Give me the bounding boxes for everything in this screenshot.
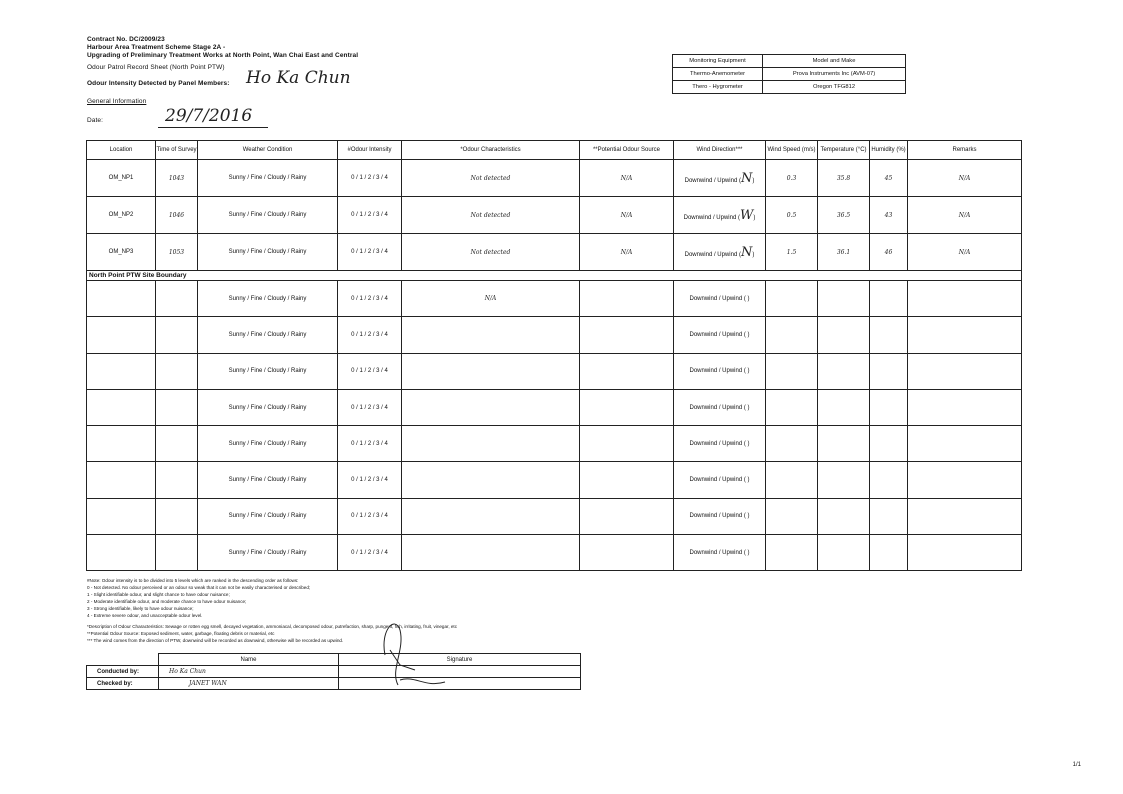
- weather-cell: Sunny / Fine / Cloudy / Rainy: [198, 498, 338, 534]
- wind-options: Downwind / Upwind (: [684, 177, 741, 184]
- humidity-cell: [870, 498, 908, 534]
- source-cell: [580, 535, 674, 571]
- wind-direction-cell: [674, 160, 766, 197]
- table-row: [87, 535, 1022, 571]
- wind-close: ): [747, 440, 750, 447]
- intensity-cell: 0 / 1 / 2 / 3 / 4: [338, 197, 402, 234]
- wind-close: ): [747, 477, 750, 484]
- wind-options: Downwind / Upwind (: [689, 368, 746, 375]
- location-cell: [87, 389, 156, 425]
- time-cell: [156, 426, 198, 462]
- temperature-cell: [818, 353, 870, 389]
- wind-close: ): [747, 404, 750, 411]
- conducted-by-name: Ho Ka Chun: [159, 666, 339, 678]
- sheet-title: Odour Patrol Record Sheet (North Point PTW): [87, 64, 225, 71]
- source-cell: [580, 317, 674, 353]
- wind-close: ): [747, 368, 750, 375]
- col-time: Time of Survey: [156, 141, 198, 160]
- panel-members-label: Odour Intensity Detected by Panel Members:: [87, 80, 230, 87]
- wind-close: ): [747, 513, 750, 520]
- note-line: #Note: Odour intensity is to be divided into 5 levels which are ranked in the descending order as follows:: [87, 578, 299, 583]
- col-location: Location: [87, 141, 156, 160]
- intensity-cell: 0 / 1 / 2 / 3 / 4: [338, 353, 402, 389]
- table-row: [87, 234, 1022, 271]
- wind-options: Downwind / Upwind (: [689, 513, 746, 520]
- contract-number: Contract No. DC/2009/23: [87, 36, 165, 43]
- weather-cell: Sunny / Fine / Cloudy / Rainy: [198, 535, 338, 571]
- signature-scribble-icon: [370, 610, 460, 695]
- source-cell: [580, 281, 674, 317]
- weather-cell: Sunny / Fine / Cloudy / Rainy: [198, 426, 338, 462]
- signoff-corner: [87, 654, 159, 666]
- panel-member-signature: Ho Ka Chun: [246, 68, 351, 88]
- remarks-cell: [908, 353, 1022, 389]
- wind-close: ): [752, 177, 755, 184]
- wind-direction-cell: [674, 426, 766, 462]
- humidity-cell: [870, 281, 908, 317]
- wind-direction-cell: [674, 389, 766, 425]
- col-humidity: Humidity (%): [870, 141, 908, 160]
- source-cell: N/A: [580, 160, 674, 197]
- table-row: [87, 389, 1022, 425]
- conducted-by-label: Conducted by:: [87, 666, 159, 678]
- time-cell: [156, 281, 198, 317]
- col-characteristics: *Odour Characteristics: [402, 141, 580, 160]
- remarks-cell: [908, 498, 1022, 534]
- equipment-table: [672, 54, 906, 94]
- table-row: [87, 317, 1022, 353]
- intensity-cell: 0 / 1 / 2 / 3 / 4: [338, 160, 402, 197]
- wind-speed-cell: 0.5: [766, 197, 818, 234]
- humidity-cell: 46: [870, 234, 908, 271]
- table-row: [87, 462, 1022, 498]
- source-cell: N/A: [580, 234, 674, 271]
- temperature-cell: [818, 462, 870, 498]
- weather-cell: Sunny / Fine / Cloudy / Rainy: [198, 160, 338, 197]
- remarks-cell: [908, 317, 1022, 353]
- note-line: *** The wind comes from the direction of PTW, downwind will be recorded as downwind, otherwise will be recorded as upwind.: [87, 638, 344, 643]
- weather-cell: Sunny / Fine / Cloudy / Rainy: [198, 281, 338, 317]
- characteristics-cell: [402, 498, 580, 534]
- col-source: **Potential Odour Source: [580, 141, 674, 160]
- wind-direction-value: N: [740, 244, 753, 260]
- wind-speed-cell: [766, 426, 818, 462]
- intensity-cell: 0 / 1 / 2 / 3 / 4: [338, 498, 402, 534]
- note-line: 1 - Slight identifiable odour, and slight chance to have odour nuisance;: [87, 592, 230, 597]
- location-cell: [87, 281, 156, 317]
- characteristics-cell: N/A: [402, 281, 580, 317]
- intensity-cell: 0 / 1 / 2 / 3 / 4: [338, 317, 402, 353]
- weather-cell: Sunny / Fine / Cloudy / Rainy: [198, 462, 338, 498]
- equipment-name: Thero - Hygrometer: [673, 81, 763, 94]
- time-cell: [156, 462, 198, 498]
- temperature-cell: [818, 317, 870, 353]
- humidity-cell: [870, 317, 908, 353]
- table-row: [87, 197, 1022, 234]
- wind-options: Downwind / Upwind (: [684, 251, 741, 258]
- time-cell: [156, 317, 198, 353]
- table-row: [87, 160, 1022, 197]
- humidity-cell: [870, 462, 908, 498]
- humidity-cell: 45: [870, 160, 908, 197]
- col-remarks: Remarks: [908, 141, 1022, 160]
- wind-close: ): [747, 295, 750, 302]
- characteristics-cell: [402, 535, 580, 571]
- wind-options: Downwind / Upwind (: [689, 440, 746, 447]
- characteristics-cell: Not detected: [402, 160, 580, 197]
- time-cell: [156, 389, 198, 425]
- project-subtitle: Upgrading of Preliminary Treatment Works at North Point, Wan Chai East and Central: [87, 52, 359, 59]
- wind-speed-cell: [766, 281, 818, 317]
- wind-direction-cell: [674, 234, 766, 271]
- temperature-cell: [818, 281, 870, 317]
- temperature-cell: 36.1: [818, 234, 870, 271]
- wind-speed-cell: [766, 535, 818, 571]
- wind-close: ): [747, 549, 750, 556]
- remarks-cell: [908, 462, 1022, 498]
- location-cell: OM_NP2: [87, 197, 156, 234]
- location-cell: [87, 317, 156, 353]
- characteristics-cell: [402, 389, 580, 425]
- source-cell: [580, 426, 674, 462]
- weather-cell: Sunny / Fine / Cloudy / Rainy: [198, 317, 338, 353]
- wind-direction-cell: [674, 317, 766, 353]
- signoff-table: [86, 653, 581, 690]
- section-label: North Point PTW Site Boundary: [87, 271, 1022, 281]
- weather-cell: Sunny / Fine / Cloudy / Rainy: [198, 197, 338, 234]
- general-info-heading: General Information: [87, 98, 147, 105]
- table-header-row: [87, 141, 1022, 160]
- checked-by-label: Checked by:: [87, 678, 159, 690]
- section-row: [87, 271, 1022, 281]
- time-cell: 1053: [156, 234, 198, 271]
- col-temperature: Temperature (°C): [818, 141, 870, 160]
- note-line: 3 - Strong identifiable, likely to have odour nuisance;: [87, 606, 194, 611]
- odour-patrol-table: [86, 140, 1022, 571]
- wind-speed-cell: [766, 389, 818, 425]
- source-cell: [580, 353, 674, 389]
- source-cell: N/A: [580, 197, 674, 234]
- remarks-cell: N/A: [908, 160, 1022, 197]
- location-cell: OM_NP1: [87, 160, 156, 197]
- signature-header: Signature: [339, 654, 581, 666]
- weather-cell: Sunny / Fine / Cloudy / Rainy: [198, 389, 338, 425]
- time-cell: 1046: [156, 197, 198, 234]
- weather-cell: Sunny / Fine / Cloudy / Rainy: [198, 234, 338, 271]
- characteristics-cell: [402, 462, 580, 498]
- date-underline: [158, 127, 268, 128]
- wind-close: ): [747, 331, 750, 338]
- wind-options: Downwind / Upwind (: [689, 477, 746, 484]
- remarks-cell: N/A: [908, 197, 1022, 234]
- wind-speed-cell: 0.3: [766, 160, 818, 197]
- equipment-model: Prova Instruments Inc (AVM-07): [763, 68, 906, 81]
- humidity-cell: [870, 389, 908, 425]
- wind-direction-cell: [674, 281, 766, 317]
- time-cell: 1043: [156, 160, 198, 197]
- col-intensity: #Odour Intensity: [338, 141, 402, 160]
- wind-options: Downwind / Upwind (: [689, 404, 746, 411]
- wind-direction-cell: [674, 353, 766, 389]
- wind-options: Downwind / Upwind (: [683, 214, 740, 221]
- location-cell: [87, 498, 156, 534]
- equipment-header: Monitoring Equipment: [673, 55, 763, 68]
- note-line: 0 - Not detected. No odour perceived or an odour so weak that it can not be easily characterised or described;: [87, 585, 311, 590]
- intensity-cell: 0 / 1 / 2 / 3 / 4: [338, 426, 402, 462]
- characteristics-cell: [402, 426, 580, 462]
- date-value: 29/7/2016: [165, 106, 253, 126]
- characteristics-cell: [402, 317, 580, 353]
- temperature-cell: [818, 389, 870, 425]
- intensity-cell: 0 / 1 / 2 / 3 / 4: [338, 535, 402, 571]
- source-cell: [580, 498, 674, 534]
- intensity-cell: 0 / 1 / 2 / 3 / 4: [338, 281, 402, 317]
- wind-direction-cell: [674, 498, 766, 534]
- remarks-cell: [908, 389, 1022, 425]
- location-cell: [87, 535, 156, 571]
- table-row: [87, 353, 1022, 389]
- characteristics-cell: [402, 353, 580, 389]
- col-weather: Weather Condition: [198, 141, 338, 160]
- wind-speed-cell: [766, 462, 818, 498]
- humidity-cell: [870, 353, 908, 389]
- wind-close: ): [753, 214, 756, 221]
- page-number: 1/1: [1072, 762, 1081, 768]
- name-header: Name: [159, 654, 339, 666]
- temperature-cell: 35.8: [818, 160, 870, 197]
- source-cell: [580, 389, 674, 425]
- time-cell: [156, 498, 198, 534]
- weather-cell: Sunny / Fine / Cloudy / Rainy: [198, 353, 338, 389]
- wind-options: Downwind / Upwind (: [689, 331, 746, 338]
- wind-direction-cell: [674, 462, 766, 498]
- note-line: **Potential Odour Source: Exposed sediment, water, garbage, floating debris or material, etc: [87, 631, 275, 636]
- wind-options: Downwind / Upwind (: [689, 295, 746, 302]
- table-row: [87, 426, 1022, 462]
- temperature-cell: 36.5: [818, 197, 870, 234]
- equipment-model: Oregon TFG812: [763, 81, 906, 94]
- model-header: Model and Make: [763, 55, 906, 68]
- wind-speed-cell: [766, 317, 818, 353]
- intensity-cell: 0 / 1 / 2 / 3 / 4: [338, 234, 402, 271]
- remarks-cell: [908, 426, 1022, 462]
- humidity-cell: [870, 535, 908, 571]
- remarks-cell: N/A: [908, 234, 1022, 271]
- wind-speed-cell: 1.5: [766, 234, 818, 271]
- remarks-cell: [908, 535, 1022, 571]
- time-cell: [156, 535, 198, 571]
- note-line: *Description of Odour Characteristics: Sewage or rotten egg smell, decayed vegetation, ammoniacal, decomposed odour, putrefaction, sharp, pungent, fish, irritating, fruit, vinegar, etc: [87, 624, 457, 629]
- wind-direction-value: W: [739, 207, 754, 223]
- note-line: 4 - Extreme severe odour, and unacceptable odour level.: [87, 613, 203, 618]
- table-row: [87, 281, 1022, 317]
- project-title: Harbour Area Treatment Scheme Stage 2A -: [87, 44, 226, 51]
- source-cell: [580, 462, 674, 498]
- date-label: Date:: [87, 117, 104, 124]
- temperature-cell: [818, 498, 870, 534]
- intensity-cell: 0 / 1 / 2 / 3 / 4: [338, 389, 402, 425]
- note-line: 2 - Moderate identifiable odour, and moderate chance to have odour nuisance;: [87, 599, 247, 604]
- temperature-cell: [818, 535, 870, 571]
- temperature-cell: [818, 426, 870, 462]
- col-wind-speed: Wind Speed (m/s): [766, 141, 818, 160]
- wind-options: Downwind / Upwind (: [689, 549, 746, 556]
- location-cell: OM_NP3: [87, 234, 156, 271]
- col-wind-direction: Wind Direction***: [674, 141, 766, 160]
- wind-direction-cell: [674, 197, 766, 234]
- wind-close: ): [752, 251, 755, 258]
- location-cell: [87, 426, 156, 462]
- wind-direction-cell: [674, 535, 766, 571]
- humidity-cell: 43: [870, 197, 908, 234]
- humidity-cell: [870, 426, 908, 462]
- intensity-cell: 0 / 1 / 2 / 3 / 4: [338, 462, 402, 498]
- location-cell: [87, 353, 156, 389]
- wind-speed-cell: [766, 498, 818, 534]
- characteristics-cell: Not detected: [402, 234, 580, 271]
- table-row: [87, 498, 1022, 534]
- location-cell: [87, 462, 156, 498]
- equipment-name: Thermo-Anemometer: [673, 68, 763, 81]
- remarks-cell: [908, 281, 1022, 317]
- characteristics-cell: Not detected: [402, 197, 580, 234]
- checked-by-name: JANET WAN: [159, 678, 339, 690]
- wind-direction-value: N: [740, 170, 753, 186]
- wind-speed-cell: [766, 353, 818, 389]
- time-cell: [156, 353, 198, 389]
